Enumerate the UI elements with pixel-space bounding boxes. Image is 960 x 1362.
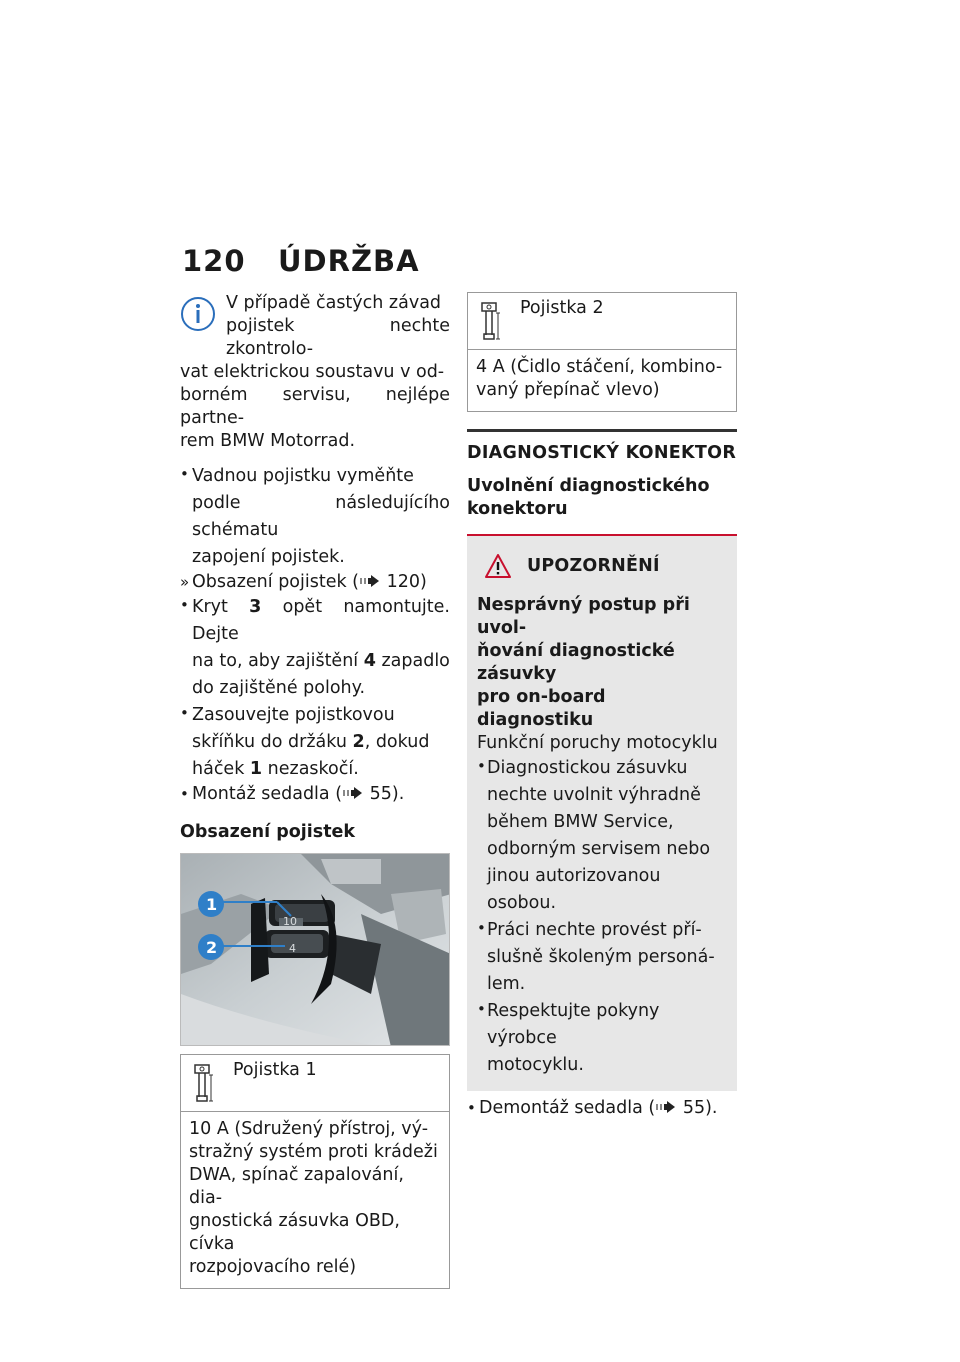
reference-page[interactable]: 55). [682, 1098, 718, 1118]
list-text: nechte uvolnit výhradně [487, 785, 701, 805]
warning-list-item [477, 755, 727, 917]
list-text: slušně školeným personá- [487, 947, 715, 967]
list-text: Respektujte pokyny výrobce [487, 1001, 660, 1048]
warning-title: UPOZORNĚNÍ [527, 555, 660, 576]
callout-1: 1 [206, 895, 218, 914]
callout-number: 3 [249, 597, 262, 617]
section-divider [467, 429, 737, 432]
list-text: , dokud [364, 732, 430, 752]
subsection-title-line: Uvolnění diagnostického [467, 476, 710, 496]
warning-list-item [477, 917, 727, 998]
fuse-photo [180, 853, 450, 1046]
section-title: DIAGNOSTICKÝ KONEKTOR [467, 443, 737, 463]
fuse-2-header [468, 293, 736, 350]
bullet-dot: • [180, 465, 189, 483]
list-text: Zasouvejte pojistkovou [192, 705, 395, 725]
warning-consequence: Funkční poruchy motocyklu [477, 733, 718, 753]
callout-number: 4 [363, 651, 376, 671]
list-text: do zajištěné polohy. [192, 678, 366, 698]
warning-cause [477, 594, 727, 732]
callout-number: 2 [352, 732, 365, 752]
warning-triangle-icon [485, 554, 511, 578]
warning-box [467, 536, 737, 1091]
reference-page[interactable]: 120) [386, 572, 427, 592]
fuse-2-label: Pojistka 2 [520, 298, 604, 318]
list-text: motocyklu. [487, 1055, 584, 1075]
warning-cause-line: ňování diagnostické zásuvky [477, 641, 675, 684]
bullet-dot: • [180, 785, 189, 803]
list-text: zapojení pojistek. [192, 547, 345, 567]
list-item [180, 463, 450, 571]
callout-2: 2 [206, 938, 218, 957]
description-line: gnostická zásuvka OBD, cívka [189, 1211, 400, 1254]
warning-header [479, 554, 727, 578]
note-line: vat elektrickou soustavu v od- [180, 362, 445, 382]
note-line: pojistek nechte zkontrolo- [226, 316, 450, 359]
note-line: rem BMW Motorrad. [180, 431, 356, 451]
warning-list-item [477, 998, 727, 1079]
list-text: Vadnou pojistku vyměňte [192, 466, 414, 486]
left-column [180, 292, 450, 1289]
instruction-list [180, 463, 450, 806]
list-text: na to, aby zajištění [192, 651, 364, 671]
fuse-label-10: 10 [283, 915, 297, 928]
list-text: odborným servisem nebo [487, 839, 711, 859]
arrow-ref-icon [342, 786, 364, 800]
reference-text: Obsazení pojistek ( [192, 572, 360, 592]
reference-page[interactable]: 55). [369, 784, 405, 804]
fuse-2-description [468, 350, 736, 411]
callout-number: 1 [249, 759, 263, 779]
bullet-dot: • [477, 757, 486, 775]
info-icon [180, 296, 216, 332]
list-text: skříňku do držáku [192, 732, 353, 752]
description-line: DWA, spínač zapalování, dia- [189, 1165, 404, 1208]
bullet-dot: • [180, 704, 189, 722]
fuse-label-4: 4 [289, 942, 296, 955]
fuse-1-label: Pojistka 1 [233, 1060, 317, 1080]
warning-cause-line: pro on-board diagnostiku [477, 687, 606, 730]
right-column [467, 292, 737, 1120]
bullet-dot: • [477, 919, 486, 937]
page-number: 120 [182, 244, 246, 278]
list-text: zapadlo [375, 651, 450, 671]
list-text: jinou autorizovanou osobou. [487, 866, 661, 913]
list-item [180, 783, 450, 806]
warning-cause-line: Nesprávný postup při uvol- [477, 595, 690, 638]
fuse-2-table [467, 292, 737, 412]
bullet-dot: • [467, 1099, 476, 1117]
arrow-ref-icon [655, 1100, 677, 1114]
fuse-box-illustration [181, 854, 450, 1046]
list-text: Diagnostickou zásuvku [487, 758, 688, 778]
list-item [180, 702, 450, 783]
description-line: vaný přepínač vlevo) [476, 380, 660, 400]
subsection-title-line: konektoru [467, 499, 568, 519]
list-text: během BMW Service, [487, 812, 674, 832]
description-line: 4 A (Čidlo stáčení, kombino- [476, 357, 723, 377]
fuse-1-header [181, 1055, 449, 1112]
description-line: stražný systém proti krádeži [189, 1142, 438, 1162]
chapter-title: ÚDRŽBA [278, 244, 420, 278]
list-text: Práci nechte provést pří- [487, 920, 702, 940]
note-line: borném servisu, nejlépe partne- [180, 385, 450, 428]
fuse-1-description [181, 1112, 449, 1288]
subsection-title [467, 475, 737, 521]
list-text: háček [192, 759, 250, 779]
description-line: 10 A (Sdružený přístroj, vý- [189, 1119, 429, 1139]
info-note [180, 292, 450, 453]
list-text: Demontáž sedadla ( [479, 1098, 656, 1118]
reference-mark: » [180, 573, 190, 591]
list-text: lem. [487, 974, 526, 994]
arrow-ref-icon [359, 574, 381, 588]
list-item [467, 1097, 737, 1120]
fuse-1-table [180, 1054, 450, 1289]
fuse-icon [476, 301, 502, 341]
note-line: V případě častých závad [226, 293, 442, 313]
list-text: opět namontujte. Dejte [192, 597, 450, 644]
list-text: nezaskočí. [262, 759, 359, 779]
list-text: Montáž sedadla ( [192, 784, 343, 804]
list-item-reference[interactable] [180, 571, 450, 594]
page-header [182, 244, 420, 278]
list-text: Kryt [192, 597, 250, 617]
list-item [180, 594, 450, 702]
list-text: podle následujícího schématu [192, 493, 450, 540]
fuse-assignment-heading: Obsazení pojistek [180, 822, 356, 842]
fuse-icon [189, 1063, 215, 1103]
description-line: rozpojovacího relé) [189, 1257, 357, 1277]
bullet-dot: • [477, 1000, 486, 1018]
bullet-dot: • [180, 596, 189, 614]
